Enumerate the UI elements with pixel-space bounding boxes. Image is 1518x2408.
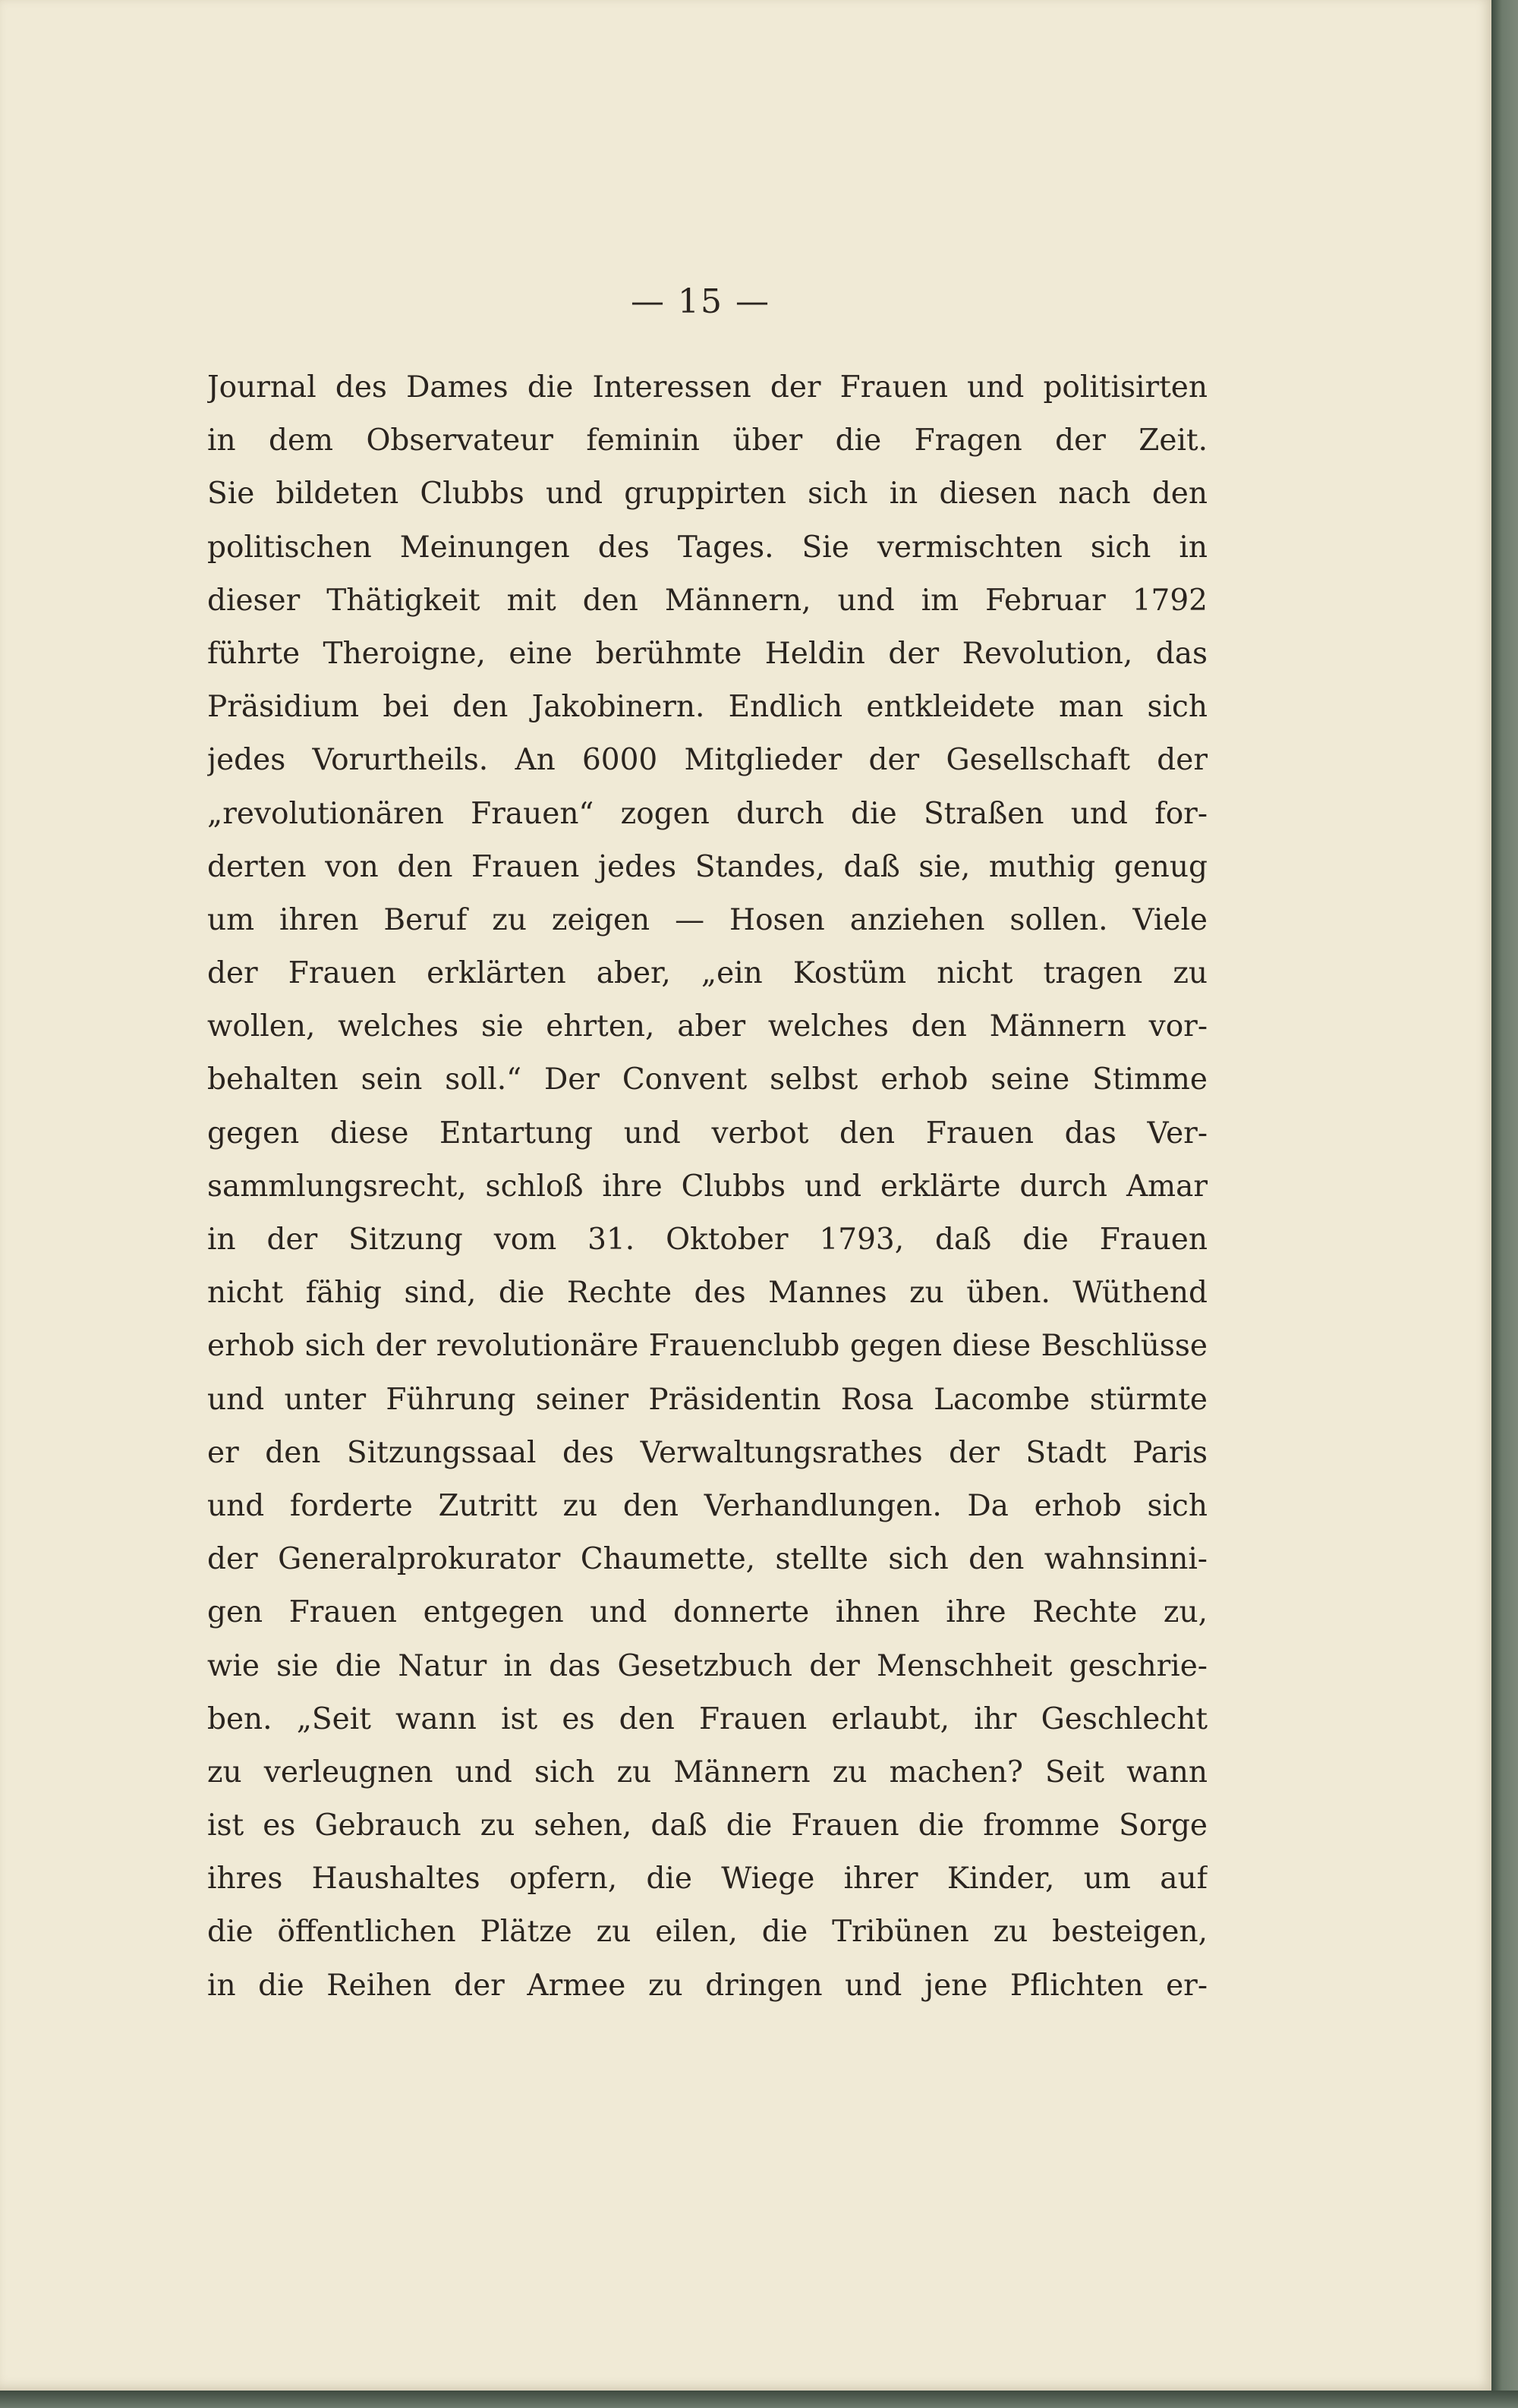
page-edge-right: [1491, 0, 1518, 2408]
text-line: gegen diese Entartung und verbot den Frauen das Ver-: [207, 1116, 1208, 1150]
text-line: ihres Haushaltes opfern, die Wiege ihrer Kinder, um auf: [207, 1862, 1208, 1896]
text-line: in dem Observateur feminin über die Fragen der Zeit.: [207, 423, 1208, 458]
text-line: Sie bildeten Clubbs und gruppirten sich in diesen nach den: [207, 477, 1208, 512]
text-line: dieser Thätigkeit mit den Männern, und im Februar 1792: [207, 583, 1208, 618]
text-line: führte Theroigne, eine berühmte Heldin der Revolution, das: [207, 636, 1208, 671]
page-edge-bottom: [0, 2391, 1518, 2408]
text-line: gen Frauen entgegen und donnerte ihnen ihre Rechte zu,: [207, 1595, 1208, 1630]
text-line: ben. „Seit wann ist es den Frauen erlaubt, ihr Geschlecht: [207, 1701, 1208, 1736]
text-line: die öffentlichen Plätze zu eilen, die Tribünen zu besteigen,: [207, 1915, 1208, 1950]
text-line: jedes Vorurtheils. An 6000 Mitglieder der Gesellschaft der: [207, 743, 1208, 778]
body-text: [207, 361, 1208, 2013]
text-line: ist es Gebrauch zu sehen, daß die Frauen die fromme Sorge: [207, 1808, 1208, 1843]
text-line: er den Sitzungssaal des Verwaltungsrathes der Stadt Paris: [207, 1435, 1208, 1470]
text-line: wie sie die Natur in das Gesetzbuch der Menschheit geschrie-: [207, 1648, 1208, 1683]
text-line: wollen, welches sie ehrten, aber welches den Männern vor-: [207, 1009, 1208, 1044]
text-line: und unter Führung seiner Präsidentin Rosa Lacombe stürmte: [207, 1382, 1208, 1417]
text-line: erhob sich der revolutionäre Frauenclubb gegen diese Beschlüsse: [207, 1329, 1208, 1364]
text-line: in die Reihen der Armee zu dringen und jene Pflichten er-: [207, 1968, 1208, 2003]
text-line: derten von den Frauen jedes Standes, daß sie, muthig genug: [207, 849, 1208, 884]
text-line: zu verleugnen und sich zu Männern zu machen? Seit wann: [207, 1755, 1208, 1789]
page-number: — 15 —: [631, 282, 770, 321]
text-line: in der Sitzung vom 31. Oktober 1793, daß die Frauen: [207, 1223, 1208, 1257]
text-line: der Generalprokurator Chaumette, stellte sich den wahnsinni-: [207, 1542, 1208, 1577]
text-line: sammlungsrecht, schloß ihre Clubbs und erklärte durch Amar: [207, 1169, 1208, 1204]
text-line: behalten sein soll.“ Der Convent selbst erhob seine Stimme: [207, 1062, 1208, 1097]
text-line: Journal des Dames die Interessen der Frauen und politisirten: [207, 370, 1208, 404]
text-line: und forderte Zutritt zu den Verhandlungen. Da erhob sich: [207, 1488, 1208, 1523]
text-line: der Frauen erklärten aber, „ein Kostüm nicht tragen zu: [207, 956, 1208, 991]
text-line: um ihren Beruf zu zeigen — Hosen anziehen sollen. Viele: [207, 902, 1208, 937]
text-line: politischen Meinungen des Tages. Sie vermischten sich in: [207, 530, 1208, 565]
text-line: Präsidium bei den Jakobinern. Endlich entkleidete man sich: [207, 690, 1208, 725]
text-line: „revolutionären Frauen“ zogen durch die Straßen und for-: [207, 796, 1208, 831]
text-line: nicht fähig sind, die Rechte des Mannes zu üben. Wüthend: [207, 1276, 1208, 1311]
